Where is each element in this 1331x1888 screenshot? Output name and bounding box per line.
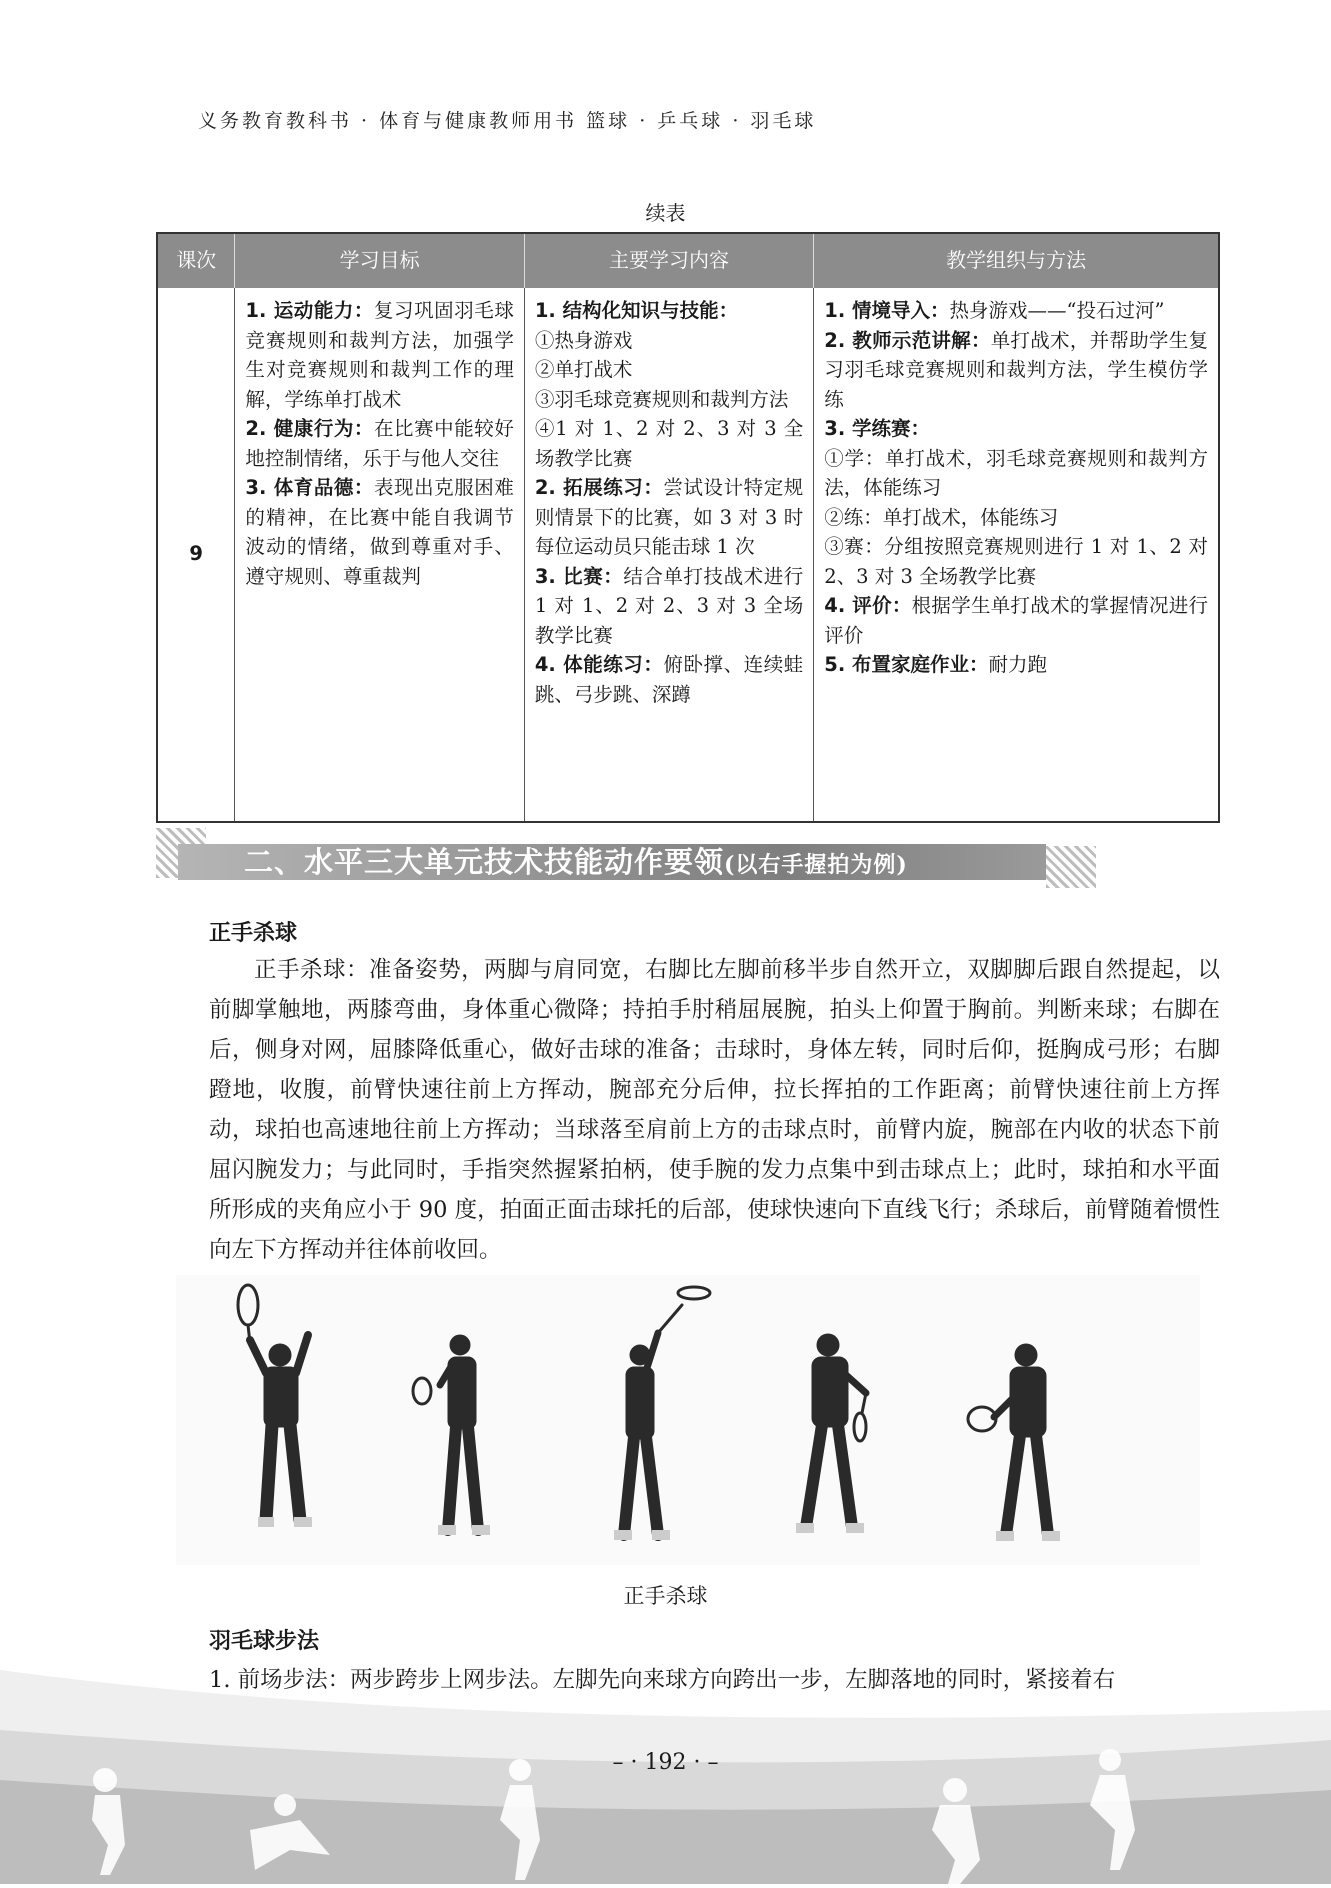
footwork-paragraph: 1. 前场步法：两步跨步上网步法。左脚先向来球方向跨出一步，左脚落地的同时，紧接着右 — [209, 1667, 1116, 1693]
player-silhouettes-illustration — [176, 1275, 1200, 1565]
decorative-footer — [0, 1670, 1331, 1884]
player-figure — [614, 1287, 710, 1540]
content-item: ③羽毛球竞赛规则和裁判方法 — [534, 387, 789, 411]
running-header: 义务教育教科书 · 体育与健康教师用书 篮球 · 乒乓球 · 羽毛球 — [198, 110, 817, 132]
section-banner — [156, 828, 1096, 888]
table-header-row — [157, 233, 1219, 288]
methods-cell — [814, 288, 1219, 822]
goals-cell — [235, 288, 524, 822]
content-cell — [524, 288, 813, 822]
player-figure — [413, 1335, 490, 1535]
goal-item: 3. 体育品德：表现出克服困难的精神，在比赛中能自我调节波动的情绪，做到尊重对手、遵守规则、尊重裁判 — [245, 476, 514, 588]
column-header: 学习目标 — [235, 233, 524, 288]
method-item: 1. 情境导入：热身游戏——“投石过河” — [824, 299, 1165, 322]
content-item: ②单打战术 — [534, 358, 633, 381]
method-item: ①学：单打战术，羽毛球竞赛规则和裁判方法，体能练习 — [824, 446, 1208, 499]
column-header: 课次 — [157, 233, 235, 288]
section-title: 二、水平三大单元技术技能动作要领(以右手握拍为例) — [244, 845, 908, 879]
table-row — [157, 288, 1219, 822]
player-figure — [796, 1334, 866, 1533]
method-item: 2. 教师示范讲解：单打战术，并帮助学生复习羽毛球竞赛规则和裁判方法，学生模仿学练 — [824, 328, 1208, 411]
method-item: ③赛：分组按照竞赛规则进行 1 对 1、2 对 2、3 对 3 全场教学比赛 — [824, 535, 1208, 588]
figure-caption: 正手杀球 — [623, 1584, 708, 1608]
table-caption: 续表 — [645, 201, 686, 225]
content-item: 3. 比赛：结合单打技战术进行 1 对 1、2 对 2、3 对 3 全场教学比赛 — [534, 564, 804, 647]
goal-item: 1. 运动能力：复习巩固羽毛球竞赛规则和裁判方法，加强学生对竞赛规则和裁判工作的理解，学练单打战术 — [245, 299, 514, 411]
method-item: ②练：单打战术，体能练习 — [824, 505, 1059, 529]
method-item: 5. 布置家庭作业：耐力跑 — [824, 653, 1048, 676]
content-item: 4. 体能练习：俯卧撑、连续蛙跳、弓步跳、深蹲 — [534, 653, 804, 706]
lesson-table — [156, 232, 1220, 823]
smash-sequence-photos — [176, 1275, 1200, 1565]
lesson-number: 9 — [189, 541, 203, 565]
method-item: 4. 评价：根据学生单打战术的掌握情况进行评价 — [824, 594, 1208, 647]
smash-paragraph: 正手杀球：准备姿势，两脚与肩同宽，右脚比左脚前移半步自然开立，双脚脚后跟自然提起，以前脚掌触地，两膝弯曲，身体重心微降；持拍手肘稍屈展腕，拍头上仰置于胸前。判断来球；右脚在后，侧身对网，屈膝降低重心，做好击球的准备；击球时，身体左转，同时后仰，挺胸成弓形；右脚蹬地，收腹，前臂快速往前上方挥动，腕部充分后伸，拉长挥拍的工作距离；前臂快速往前上方挥动，球拍也高速地往前上方挥动；当球落至肩前上方的击球点时，前臂内旋，腕部在内收的状态下前屈闪腕发力；与此同时，手指突然握紧拍柄，使手腕的发力点集中到击球点上；此时，球拍和水平面所形成的夹角应小于 90 度，拍面正面击球托的后部，使球快速向下直线飞行；杀球后，前臂随着惯性向左下方挥动并往体前收回。 — [209, 957, 1220, 1263]
player-figure — [238, 1285, 312, 1527]
column-header: 主要学习内容 — [524, 233, 813, 288]
goal-item: 2. 健康行为：在比赛中能较好地控制情绪，乐于与他人交往 — [245, 417, 514, 470]
banner-hatch-decoration — [1046, 846, 1096, 888]
method-item: 3. 学练赛： — [824, 417, 931, 440]
player-figure — [968, 1344, 1060, 1541]
content-item: ④1 对 1、2 对 2、3 对 3 全场教学比赛 — [534, 417, 804, 470]
content-item: 1. 结构化知识与技能： — [534, 299, 739, 322]
column-header: 教学组织与方法 — [814, 233, 1219, 288]
footer-wave-decoration — [0, 1670, 1331, 1884]
page-number: – · 192 · – — [612, 1750, 719, 1775]
content-item: 2. 拓展练习：尝试设计特定规则情景下的比赛，如 3 对 3 时每位运动员只能击球 1 次 — [534, 476, 804, 558]
smash-heading: 正手杀球 — [209, 921, 298, 946]
footwork-heading: 羽毛球步法 — [209, 1629, 320, 1654]
content-item: ①热身游戏 — [534, 328, 633, 352]
